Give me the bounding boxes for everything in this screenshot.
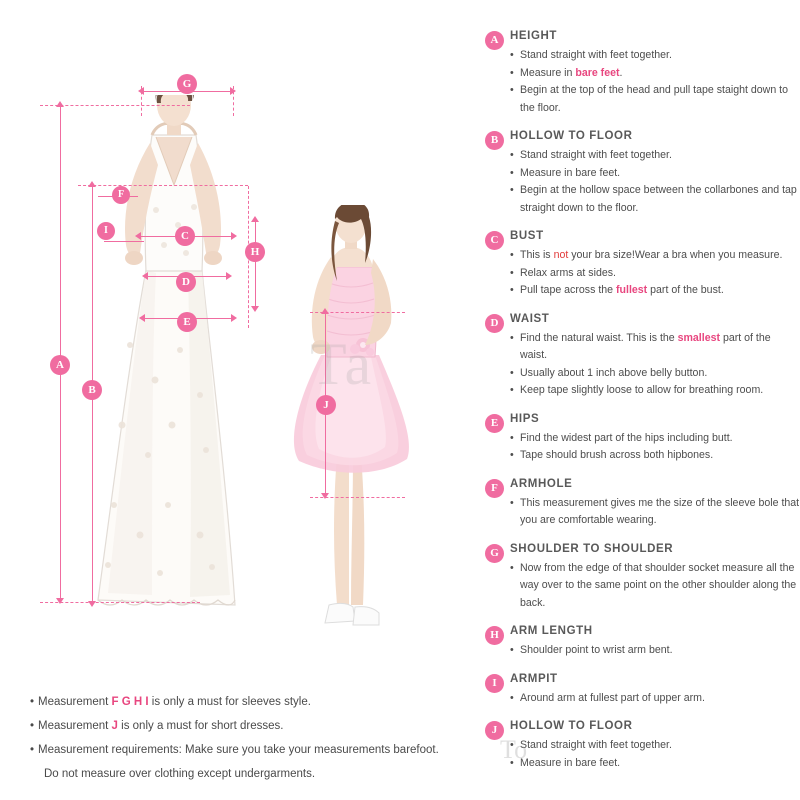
note-2-highlight: J <box>111 720 118 732</box>
instruction-title-e: HIPS <box>510 412 540 425</box>
note-1-prefix: Measurement <box>38 696 112 708</box>
note-row-3 <box>30 738 460 762</box>
guide-d-arrow-left <box>142 272 148 280</box>
badge-j: J <box>485 721 504 740</box>
instruction-line: • Stand straight with feet together. <box>510 47 800 65</box>
marker-i: I <box>97 222 115 240</box>
note-extra-line: Do not measure over clothing except undergarments. <box>44 768 316 780</box>
instruction-list-b <box>510 147 800 217</box>
instruction-title-d: WAIST <box>510 312 550 325</box>
instruction-line: • Measure in bare feet. <box>510 755 800 773</box>
marker-h: H <box>245 242 265 262</box>
note-bullet: • <box>30 720 35 732</box>
guide-b-arrow-bottom <box>88 601 96 607</box>
footer-notes <box>30 690 460 786</box>
badge-h: H <box>485 626 504 645</box>
guide-a-arrow-top <box>56 101 64 107</box>
instruction-title-a: HEIGHT <box>510 30 558 42</box>
instruction-list-i <box>510 690 800 708</box>
illustration-area <box>0 0 470 680</box>
guide-h-line <box>255 220 256 310</box>
guide-c-arrow-left <box>135 232 141 240</box>
guide-h-arrow-bottom <box>251 306 259 312</box>
instruction-item-height <box>480 30 800 117</box>
guide-e-arrow-left <box>139 314 145 322</box>
guide-g-arrow-left <box>138 87 144 95</box>
guide-d-arrow-right <box>226 272 232 280</box>
instruction-title-h: ARM LENGTH <box>510 625 593 637</box>
marker-d: D <box>176 272 196 292</box>
note-2-suffix: is only a must for short dresses. <box>117 720 284 732</box>
marker-j: J <box>316 395 336 415</box>
note-row-1 <box>30 690 460 714</box>
emphasis: bare feet <box>575 66 620 79</box>
instruction-line: • Begin at the top of the head and pull tape staight down to the floor. <box>510 82 800 117</box>
instruction-line: • Relax arms at sides. <box>510 265 800 283</box>
guide-g-arrow-right <box>230 87 236 95</box>
instruction-list-a <box>510 47 800 117</box>
instruction-line: • Stand straight with feet together. <box>510 147 800 165</box>
instruction-item-hollow-to-floor-short <box>480 720 800 772</box>
instruction-line: • Around arm at fullest part of upper arm. <box>510 690 800 708</box>
guide-h-arrow-top <box>251 216 259 222</box>
guide-a-line <box>60 105 61 602</box>
instruction-title-f: ARMHOLE <box>510 477 573 490</box>
badge-e: E <box>485 414 504 433</box>
note-bullet: • <box>30 696 35 708</box>
guide-b-top <box>78 185 248 186</box>
emphasis: smallest <box>677 331 721 344</box>
note-3-prefix: Measurement requirements: Make sure you take your measurements barefoot. <box>38 744 439 756</box>
instruction-line: • Find the natural waist. This is the smallest part of the waist. <box>510 330 800 365</box>
instruction-title-c: BUST <box>510 230 544 242</box>
guide-a-arrow-bottom <box>56 598 64 604</box>
instruction-line: • Tape should brush across both hipbones. <box>510 447 800 465</box>
watermark-secondary: To <box>500 735 528 764</box>
instruction-line: • Pull tape across the fullest part of the bust. <box>510 282 800 300</box>
instruction-line: • Now from the edge of that shoulder socket measure all the way over to the same point on the other shoulder along the back. <box>510 560 800 613</box>
instruction-line: • Measure in bare feet. <box>510 65 800 83</box>
instruction-list-j <box>510 737 800 772</box>
instruction-list-f <box>510 495 800 530</box>
instruction-list-h <box>510 642 800 660</box>
badge-c: C <box>485 231 504 250</box>
instruction-item-hollow-to-floor <box>480 130 800 217</box>
instruction-line: • Shoulder point to wrist arm bent. <box>510 642 800 660</box>
instruction-item-armpit <box>480 673 800 708</box>
badge-g: G <box>485 544 504 563</box>
instruction-line: • Usually about 1 inch above belly button. <box>510 365 800 383</box>
instruction-list-c <box>510 247 800 300</box>
marker-e: E <box>177 312 197 332</box>
emphasis: fullest <box>616 284 648 296</box>
badge-d: D <box>485 314 504 333</box>
badge-a: A <box>485 31 504 50</box>
marker-f: F <box>112 186 130 204</box>
watermark-main: Ta <box>310 331 374 397</box>
instruction-line: • Keep tape slightly loose to allow for breathing room. <box>510 382 800 400</box>
badge-i: I <box>485 674 504 693</box>
short-dress-figure <box>275 205 435 665</box>
instruction-item-armhole <box>480 478 800 530</box>
instruction-item-shoulder-to-shoulder <box>480 543 800 613</box>
instruction-item-waist <box>480 313 800 400</box>
marker-c: C <box>175 226 195 246</box>
guide-e-arrow-right <box>231 314 237 322</box>
note-2-prefix: Measurement <box>38 720 112 732</box>
note-1-suffix: is only a must for sleeves style. <box>148 696 311 708</box>
instruction-line: • Find the widest part of the hips including butt. <box>510 430 800 448</box>
marker-g: G <box>177 74 197 94</box>
instruction-line: • This measurement gives me the size of the sleeve bole that you are comfortable wearing. <box>510 495 800 530</box>
guide-i-line <box>104 241 144 242</box>
instruction-line: • This is not your bra size!Wear a bra when you measure. <box>510 247 800 265</box>
note-bullet: • <box>30 744 35 756</box>
instruction-line: • Begin at the hollow space between the collarbones and tap straight down to the floor. <box>510 182 800 217</box>
instruction-line: • Measure in bare feet. <box>510 165 800 183</box>
instruction-item-hips <box>480 413 800 465</box>
instruction-line: • Stand straight with feet together. <box>510 737 800 755</box>
instruction-title-g: SHOULDER TO SHOULDER <box>510 542 674 555</box>
guide-c-arrow-right <box>231 232 237 240</box>
marker-b: B <box>82 380 102 400</box>
guide-j-arrow-bottom <box>321 493 329 499</box>
note-row-4 <box>30 762 460 786</box>
note-1-highlight: F G H I <box>111 696 149 708</box>
badge-f: F <box>485 479 504 498</box>
instruction-list-d <box>510 330 800 400</box>
guide-j-arrow-top <box>321 308 329 314</box>
guide-a-bottom <box>40 602 200 603</box>
instruction-title-j: HOLLOW TO FLOOR <box>510 720 633 732</box>
marker-a: A <box>50 355 70 375</box>
instruction-list-e <box>510 430 800 465</box>
note-row-2 <box>30 714 460 738</box>
instruction-title-i: ARMPIT <box>510 672 558 685</box>
badge-b: B <box>485 131 504 150</box>
instruction-item-bust <box>480 230 800 300</box>
emphasis: not <box>553 249 569 261</box>
instruction-title-b: HOLLOW TO FLOOR <box>510 130 633 142</box>
long-gown-figure <box>60 95 310 625</box>
instruction-list-g <box>510 560 800 613</box>
instruction-item-arm-length <box>480 625 800 660</box>
measurement-instructions-panel <box>480 0 800 800</box>
guide-b-arrow-top <box>88 181 96 187</box>
